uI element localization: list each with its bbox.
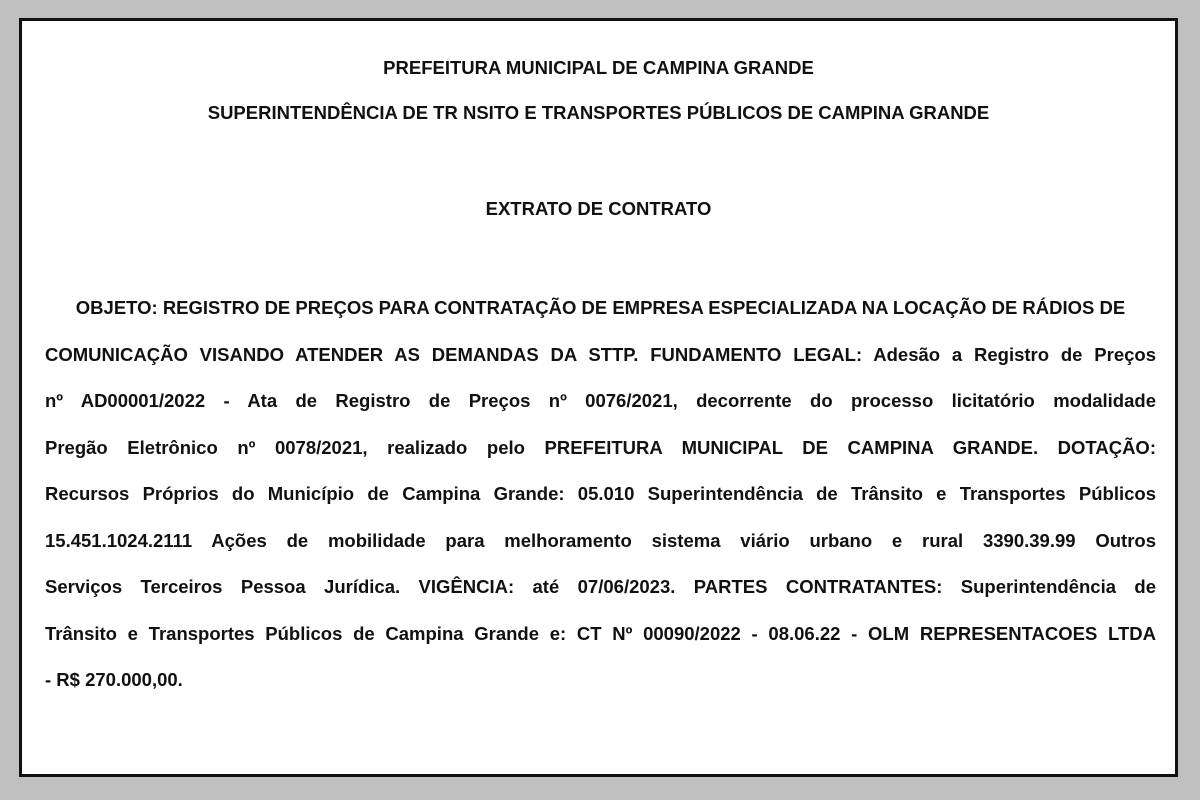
header-agency: SUPERINTENDÊNCIA DE TR NSITO E TRANSPORTES PÚBLICOS DE CAMPINA GRANDE bbox=[207, 102, 990, 123]
body-line: - R$ 270.000,00. bbox=[45, 669, 183, 690]
header-municipality: PREFEITURA MUNICIPAL DE CAMPINA GRANDE bbox=[383, 57, 814, 78]
body-line: Recursos Próprios do Município de Campina Grande: 05.010 Superintendência de Trânsito e Transportes Públicos bbox=[45, 483, 1156, 504]
notice-frame bbox=[19, 18, 1178, 777]
body-line: nº AD00001/2022 - Ata de Registro de Preços nº 0076/2021, decorrente do processo licitatório modalidade bbox=[45, 390, 1156, 411]
body-line: Serviços Terceiros Pessoa Jurídica. VIGÊNCIA: até 07/06/2023. PARTES CONTRATANTES: Superintendência de bbox=[45, 576, 1156, 597]
body-line: OBJETO: REGISTRO DE PREÇOS PARA CONTRATAÇÃO DE EMPRESA ESPECIALIZADA NA LOCAÇÃO DE RÁDIOS DE bbox=[75, 297, 1126, 318]
body-line: Pregão Eletrônico nº 0078/2021, realizado pelo PREFEITURA MUNICIPAL DE CAMPINA GRANDE. DOTAÇÃO: bbox=[45, 436, 1156, 458]
document-title: EXTRATO DE CONTRATO bbox=[485, 198, 712, 219]
body-line: Trânsito e Transportes Públicos de Campina Grande e: CT Nº 00090/2022 - 08.06.22 - OLM REPRESENTACOES LTDA bbox=[45, 622, 1156, 644]
contract-extract-body bbox=[45, 285, 1156, 704]
body-line: 15.451.1024.2111 Ações de mobilidade para melhoramento sistema viário urbano e rural 3390.39.99 Outros bbox=[45, 529, 1156, 551]
body-line: COMUNICAÇÃO VISANDO ATENDER AS DEMANDAS DA STTP. FUNDAMENTO LEGAL: Adesão a Registro de Preços bbox=[45, 343, 1156, 365]
